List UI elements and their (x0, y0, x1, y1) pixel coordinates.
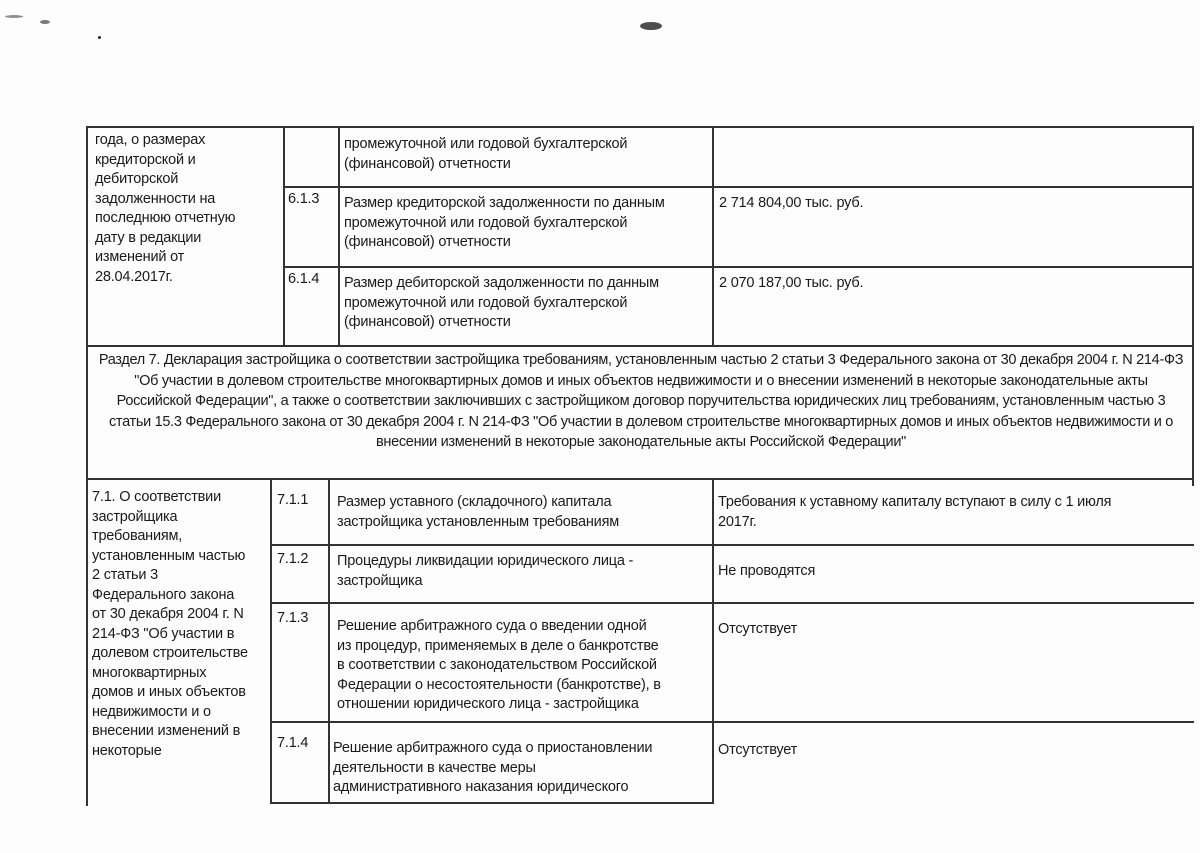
section-7-1-left-cell: 7.1. О соответствии застройщика требованиям, установленным частью 2 статьи 3 Федерального закона от 30 декабря 2004 г. N 214-ФЗ "Об участии в долевом строительстве многоквартирных домов и иных объектов недвижимости и о внесении изменений в некоторые (92, 489, 248, 759)
table-border (270, 802, 714, 804)
table-border (86, 126, 1194, 128)
row-value: Отсутствует (718, 742, 798, 758)
row-number: 7.1.3 (277, 610, 309, 626)
table-border (712, 478, 714, 803)
table-border (270, 478, 272, 803)
row-value: 2 070 187,00 тыс. руб. (719, 275, 864, 291)
row-number: 7.1.2 (277, 551, 309, 567)
scan-speck (640, 22, 662, 30)
row-number: 6.1.3 (288, 191, 320, 207)
table-border (283, 126, 285, 346)
table-border (328, 478, 330, 803)
row-description: Размер кредиторской задолженности по данным промежуточной или годовой бухгалтерской (финансовой) отчетности (344, 195, 665, 250)
row-number: 7.1.1 (277, 492, 309, 508)
row-number: 7.1.4 (277, 735, 309, 751)
section-7-heading: Раздел 7. Декларация застройщика о соответствии застройщика требованиям, установленным частью 2 статьи 3 Федерального закона от 30 декабря 2004 г. N 214-ФЗ "Об участии в долевом строительстве многоквартирных домов и иных объектов недвижимости и о внесении изменений в некоторые законодательные акты Российской Федерации", а также о соответствии заключивших с застройщиком договор поручительства юридических лиц требованиям, установленным частью 3 статьи 15.3 Федерального закона от 30 декабря 2004 г. N 214-ФЗ "Об участии в долевом строительстве многоквартирных домов и иных объектов недвижимости и о внесении изменений в некоторые законодательные акты Российской Федерации" (98, 352, 1184, 450)
row-value: Требования к уставному капиталу вступают в силу с 1 июля 2017г. (718, 494, 1112, 530)
table-border (1192, 126, 1194, 486)
row-description: Процедуры ликвидации юридического лица - застройщика (337, 553, 634, 589)
row-description: Размер уставного (складочного) капитала застройщика установленным требованиям (337, 494, 620, 530)
row-description: Решение арбитражного суда о введении одной из процедур, применяемых в деле о банкротстве в соответствии с законодательством Российской Федерации о несостоятельности (банкротстве), в отношении юридического лица - застройщика (337, 618, 661, 712)
row-number: 6.1.4 (288, 271, 320, 287)
row-description: Решение арбитражного суда о приостановлении деятельности в качестве меры административного наказания юридического (333, 740, 653, 795)
scan-speck (40, 20, 50, 24)
table-border (712, 126, 714, 346)
table-border (270, 721, 1194, 723)
table-border (86, 478, 1194, 480)
row-value: 2 714 804,00 тыс. руб. (719, 195, 864, 211)
row-description: Размер дебиторской задолженности по данным промежуточной или годовой бухгалтерской (финансовой) отчетности (344, 275, 659, 330)
row-value: Отсутствует (718, 621, 798, 637)
table-border (338, 126, 340, 346)
scan-speck (5, 15, 23, 18)
table-border (283, 186, 1194, 188)
table-border (86, 345, 1194, 347)
section-6-left-cell: года, о размерах кредиторской и дебиторской задолженности на последнюю отчетную дату в редакции изменений от 28.04.2017г. (95, 132, 236, 285)
row-description: промежуточной или годовой бухгалтерской (финансовой) отчетности (344, 136, 628, 172)
table-border (283, 266, 1194, 268)
scan-speck (98, 36, 101, 39)
table-border (270, 544, 1194, 546)
row-value: Не проводятся (718, 563, 816, 579)
table-border (86, 126, 88, 806)
table-border (270, 602, 1194, 604)
